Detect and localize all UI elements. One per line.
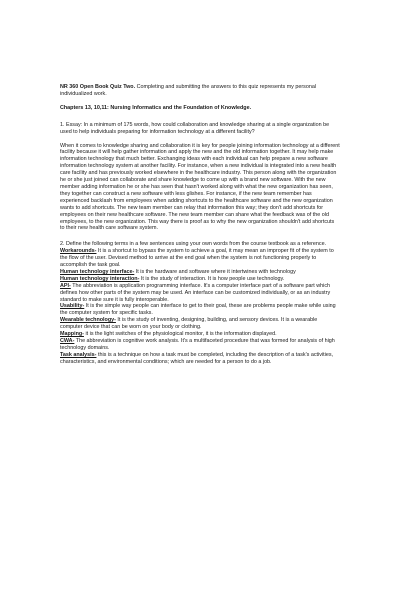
- term-text: It is a shortcut to bypass the system to achieve a goal, it may mean an improper fit of the system to the flow of the user. Devised method to arrive at the end goal when the system is not functioning properly to accomplish the task goal.: [60, 248, 334, 269]
- term-definition: [60, 269, 340, 276]
- term-text: It is the study of interaction. It is how people use technology.: [139, 275, 285, 282]
- term-definition: [60, 283, 340, 304]
- term-label: Wearable technology-: [60, 317, 116, 324]
- term-definition: [60, 352, 340, 366]
- term-label: CWA-: [60, 338, 75, 344]
- term-text: The abbreviation is application programming interface. It's a computer interface part of a software part which defines how other parts of the system may be used. An interface can be customized individually, or as an industry standard to make sure it is fully interoperable.: [60, 282, 331, 303]
- quiz-header: [60, 84, 340, 98]
- term-label: Human technology interaction-: [60, 275, 140, 282]
- question-2: 2. Define the following terms in a few sentences using your own words from the course textbook as a reference.: [60, 241, 327, 248]
- term-text: it is the light switches of the physiological monitor, it is the information displayed.: [83, 331, 277, 338]
- term-definition: [60, 338, 340, 352]
- term-text: It is the hardware and software where it intertwines with technology: [134, 268, 296, 275]
- term-label: Human technology interface-: [60, 268, 135, 275]
- term-text: The abbreviation is cognitive work analysis. It's a multifaceted procedure that was formed for analysis of high technology domains.: [60, 338, 335, 351]
- term-label: Usability-: [60, 303, 85, 310]
- term-definition: [60, 317, 340, 331]
- term-label: Task analysis-: [60, 351, 97, 358]
- term-definition: [60, 303, 340, 317]
- term-text: It is the study of inventing, designing, building, and sensory devices. It is a wearable computer device that can be worn on your body or clothing.: [60, 317, 318, 331]
- question-1: 1. Essay: In a minimum of 175 words, how could collaboration and knowledge sharing at a single organization be used to help individuals preparing for information technology at a different facility?: [60, 121, 330, 135]
- term-definition: [60, 276, 340, 283]
- chapters-heading: Chapters 13, 10,11: Nursing Informatics and the Foundation of Knowledge.: [60, 104, 252, 111]
- quiz-title: NR 360 Open Book Quiz Two.: [60, 84, 136, 90]
- term-definition: [60, 331, 340, 338]
- term-label: API-: [60, 282, 71, 289]
- terms-list: [60, 248, 340, 365]
- integrity-statement: Completing and submitting the answers to this quiz represents my personal individualized work.: [60, 84, 317, 97]
- answer-1: When it comes to knowledge sharing and collaboration it is key for people joining information technology at a different facility because it will help gather information and apply the new and the old information together. It may help make information technology that much better. Exchanging ideas with each individual can help prepare a new software information technology system at another facility. For instance, when a new individual is integrated into a new health care facility and has previously worked elsewhere in the healthcare industry. This person along with the organization he or she just joined can collaborate and share knowledge to come up with a brand new software. With the new member adding information he or she has seen that hasn't worked along with what the new organization has seen, they together can construct a new software with less glishes. For instance, if the new team remember has experienced backlash from employees when adding shortcuts to the healthcare software and the new organization wants to add shortcuts. The new team member can relay that information this way; they don't add shortcuts for employees on their new healthcare software. The new team member can share what the feedback was of the old employees, to the new organization. This way there is proof as to why the new organization shouldn't add shortcuts to their new health care software system.: [60, 142, 340, 232]
- term-text: It is the simple way people can interface to get to their goal, these are problems people make while using the computer system for specific tasks.: [60, 303, 336, 317]
- term-label: Mapping-: [60, 331, 84, 338]
- term-label: Workarounds-: [60, 248, 97, 255]
- term-text: this is a technique on how a task must be completed, including the description of a task's activities, characteristics, and environmental conditions; which are needed for a person to do a job.: [60, 351, 334, 365]
- term-definition: [60, 248, 340, 269]
